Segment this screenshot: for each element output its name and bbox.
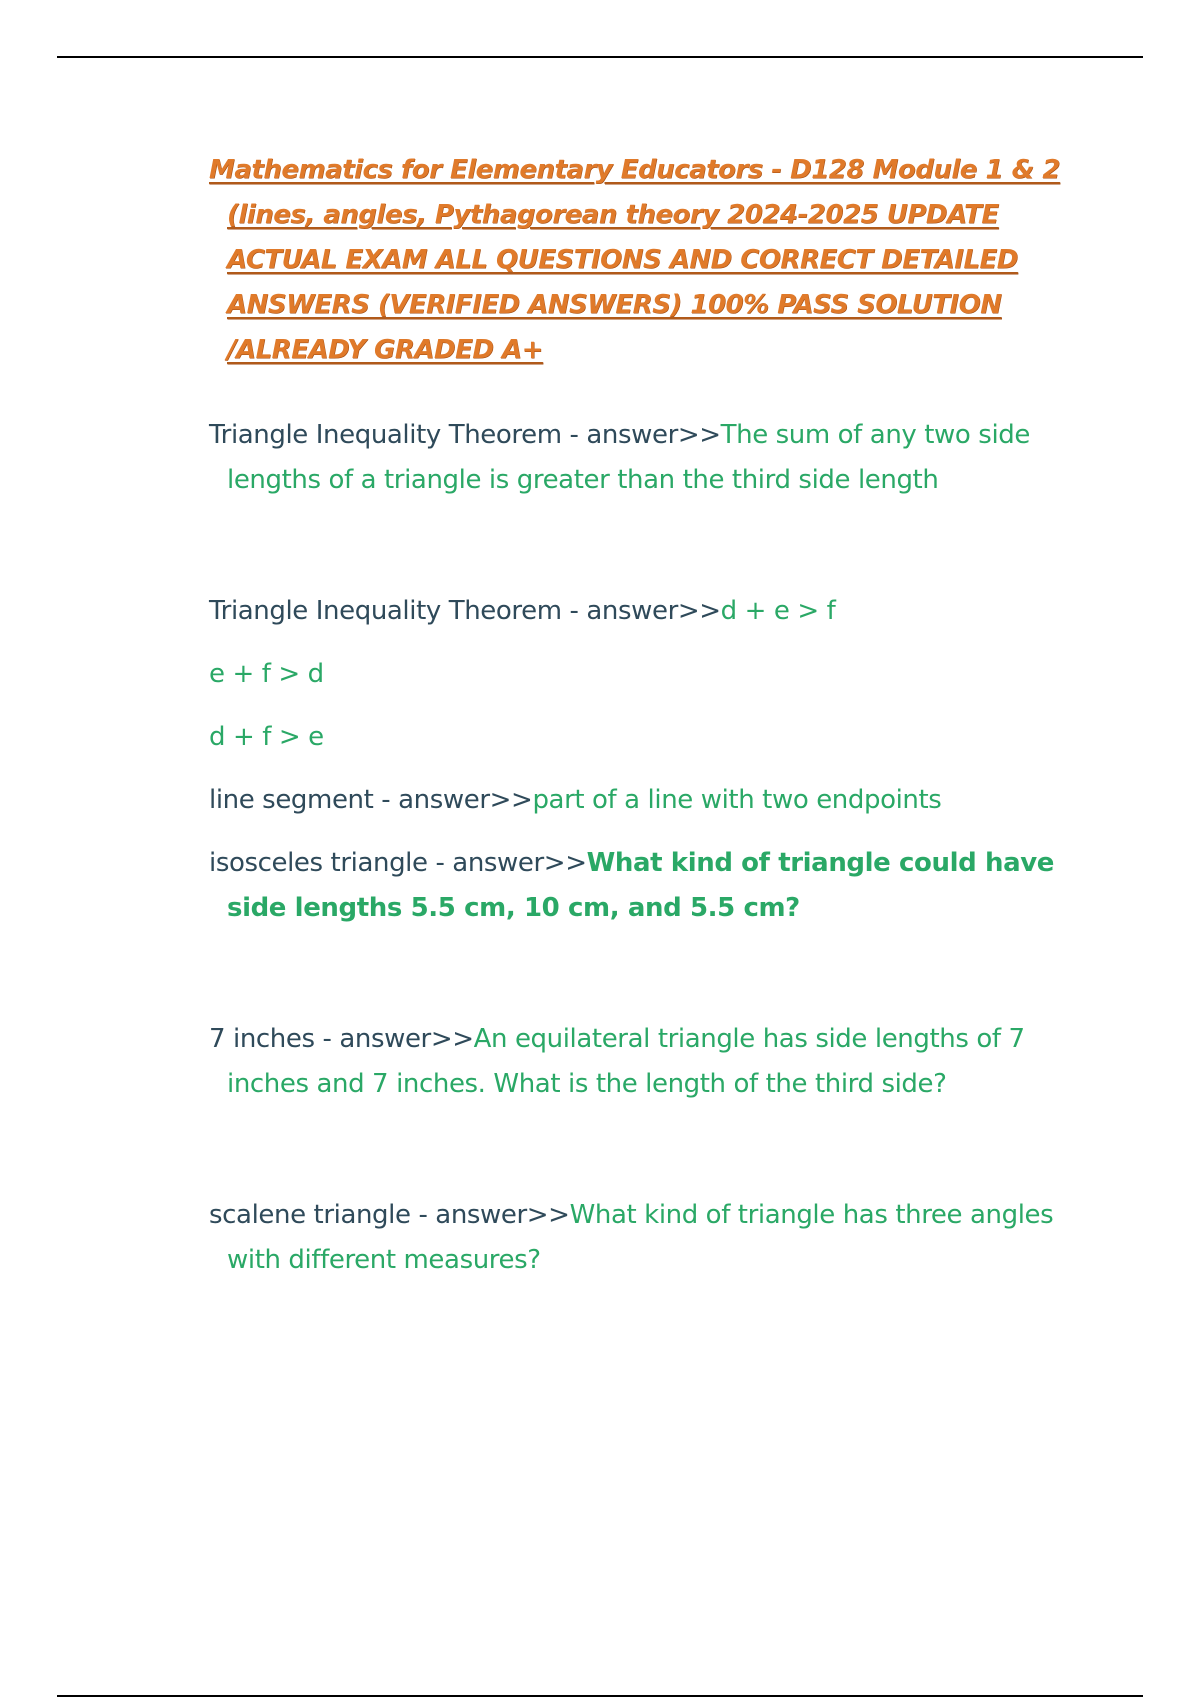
footer-rule [57, 1695, 1143, 1697]
entry-separator: - answer>> [314, 1024, 474, 1054]
entry-answer: d + e > f [720, 596, 836, 626]
entry-answer-line: e + f > d [209, 659, 324, 689]
entry-answer: What kind of triangle has three angles with different measures? [227, 1200, 1054, 1275]
qa-entry [209, 413, 1089, 503]
entry-separator: - answer>> [373, 785, 533, 815]
entry-term: line segment [209, 785, 374, 815]
entry-term: 7 inches [209, 1024, 315, 1054]
entry-answer: What kind of triangle could have side lengths 5.5 cm, 10 cm, and 5.5 cm? [227, 848, 1055, 923]
document-title [209, 148, 1089, 373]
qa-entry [209, 1017, 1089, 1107]
header-rule [57, 56, 1143, 58]
entry-separator: - answer>> [427, 848, 587, 878]
entry-answer-line: d + f > e [209, 722, 324, 752]
entry-separator: - answer>> [410, 1200, 570, 1230]
entry-answer: part of a line with two endpoints [532, 785, 942, 815]
entry-term: isosceles triangle [209, 848, 428, 878]
entry-term: scalene triangle [209, 1200, 411, 1230]
entry-separator: - answer>> [561, 596, 721, 626]
qa-entry [209, 1193, 1089, 1283]
document-body [209, 148, 1089, 1283]
qa-entry [209, 778, 1089, 823]
entry-answer: An equilateral triangle has side lengths of 7 inches and 7 inches. What is the length of the third side? [227, 1024, 1025, 1099]
qa-entry [209, 841, 1089, 931]
document-title-text: Mathematics for Elementary Educators - D128 Module 1 & 2 (lines, angles, Pythagorean theory 2024-2025 UPDATE ACTUAL EXAM ALL QUESTIONS AND CORRECT DETAILED ANSWERS (VERIFIED ANSWERS) 100% PASS SOLUTION /ALREADY GRADED A+ [209, 155, 1060, 365]
entry-separator: - answer>> [561, 420, 721, 450]
qa-entry [209, 589, 1089, 634]
entry-term: Triangle Inequality Theorem [209, 596, 562, 626]
entry-term: Triangle Inequality Theorem [209, 420, 562, 450]
entry-answer: The sum of any two side lengths of a triangle is greater than the third side length [227, 420, 1030, 495]
